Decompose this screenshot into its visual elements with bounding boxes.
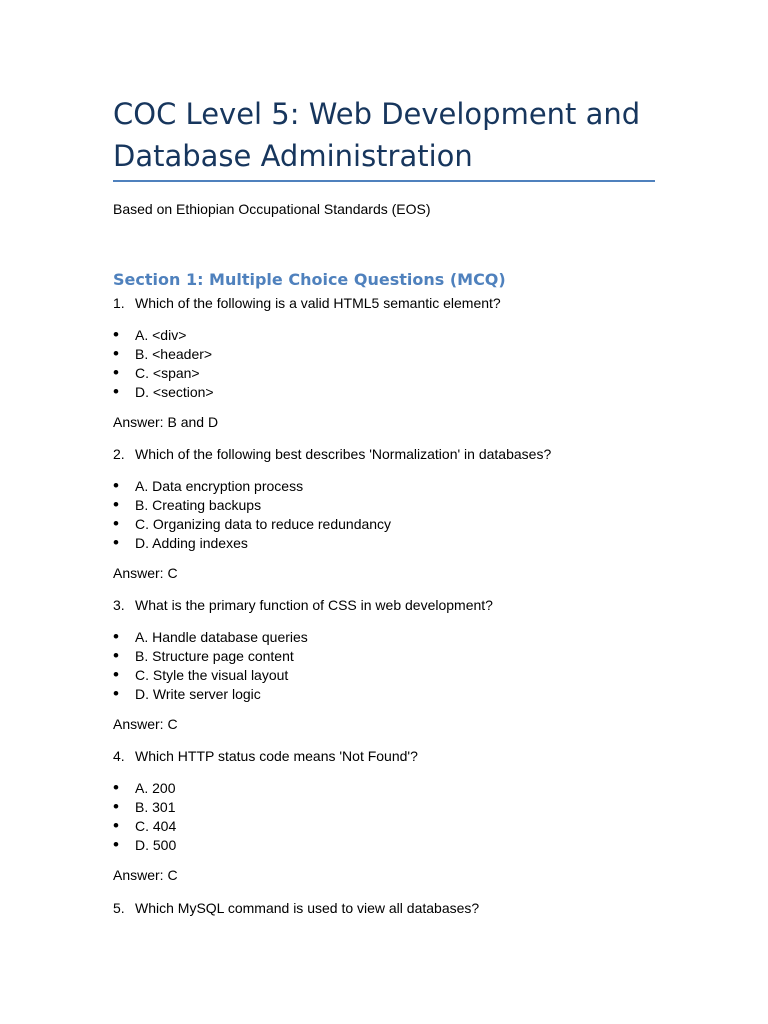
question-text: Which HTTP status code means 'Not Found'? [135,748,418,764]
option-text: C. <span> [135,365,200,381]
title-underline [113,180,655,182]
question-text: What is the primary function of CSS in web development? [135,597,493,613]
options-list [113,477,655,553]
bullet-icon: • [113,665,119,684]
question-block-3 [113,597,655,733]
question-number: 2. [113,446,125,462]
option-item [113,477,655,496]
bullet-icon: • [113,778,119,797]
option-item [113,326,655,345]
question-4 [113,748,655,765]
option-item [113,534,655,553]
bullet-icon: • [113,363,119,382]
answer-text: Answer: C [113,716,178,732]
option-text: B. Creating backups [135,497,262,513]
question-2 [113,446,655,463]
option-text: C. Style the visual layout [135,667,289,683]
question-text: Which of the following best describes 'Normalization' in databases? [135,446,552,462]
question-1 [113,295,655,312]
question-block-5 [113,900,655,917]
option-text: A. Data encryption process [135,478,304,494]
bullet-icon: • [113,646,119,665]
option-item [113,383,655,402]
bullet-icon: • [113,627,119,646]
bullet-icon: • [113,514,119,533]
option-item [113,496,655,515]
document-title: COC Level 5: Web Development and Database Administration [113,97,641,173]
question-block-2 [113,446,655,582]
option-item [113,628,655,647]
question-number: 4. [113,748,125,764]
question-block-1 [113,295,655,431]
option-item [113,515,655,534]
option-item [113,647,655,666]
options-list [113,779,655,855]
option-text: A. <div> [135,327,187,343]
question-text: Which MySQL command is used to view all databases? [135,900,480,916]
option-text: B. Structure page content [135,648,294,664]
bullet-icon: • [113,816,119,835]
option-text: C. 404 [135,818,177,834]
bullet-icon: • [113,495,119,514]
document-subtitle: Based on Ethiopian Occupational Standards (EOS) [113,201,431,217]
option-item [113,798,655,817]
option-text: D. Write server logic [135,686,261,702]
option-text: D. Adding indexes [135,535,248,551]
question-text: Which of the following is a valid HTML5 semantic element? [135,295,501,311]
option-item [113,364,655,383]
bullet-icon: • [113,344,119,363]
options-list [113,326,655,402]
question-number: 1. [113,295,125,311]
question-number: 5. [113,900,125,916]
option-text: A. Handle database queries [135,629,308,645]
question-3 [113,597,655,614]
bullet-icon: • [113,684,119,703]
section-heading: Section 1: Multiple Choice Questions (MCQ) [113,270,506,289]
question-5 [113,900,655,917]
bullet-icon: • [113,835,119,854]
option-text: D. <section> [135,384,214,400]
option-text: A. 200 [135,780,176,796]
option-text: D. 500 [135,837,177,853]
option-item [113,817,655,836]
bullet-icon: • [113,476,119,495]
option-item [113,836,655,855]
option-text: B. 301 [135,799,176,815]
answer-text: Answer: C [113,867,178,883]
option-item [113,666,655,685]
bullet-icon: • [113,797,119,816]
answer-text: Answer: B and D [113,414,219,430]
question-number: 3. [113,597,125,613]
options-list [113,628,655,704]
bullet-icon: • [113,382,119,401]
bullet-icon: • [113,533,119,552]
answer-text: Answer: C [113,565,178,581]
question-block-4 [113,748,655,884]
option-item [113,345,655,364]
option-text: C. Organizing data to reduce redundancy [135,516,392,532]
option-item [113,685,655,704]
option-text: B. <header> [135,346,213,362]
bullet-icon: • [113,325,119,344]
option-item [113,779,655,798]
